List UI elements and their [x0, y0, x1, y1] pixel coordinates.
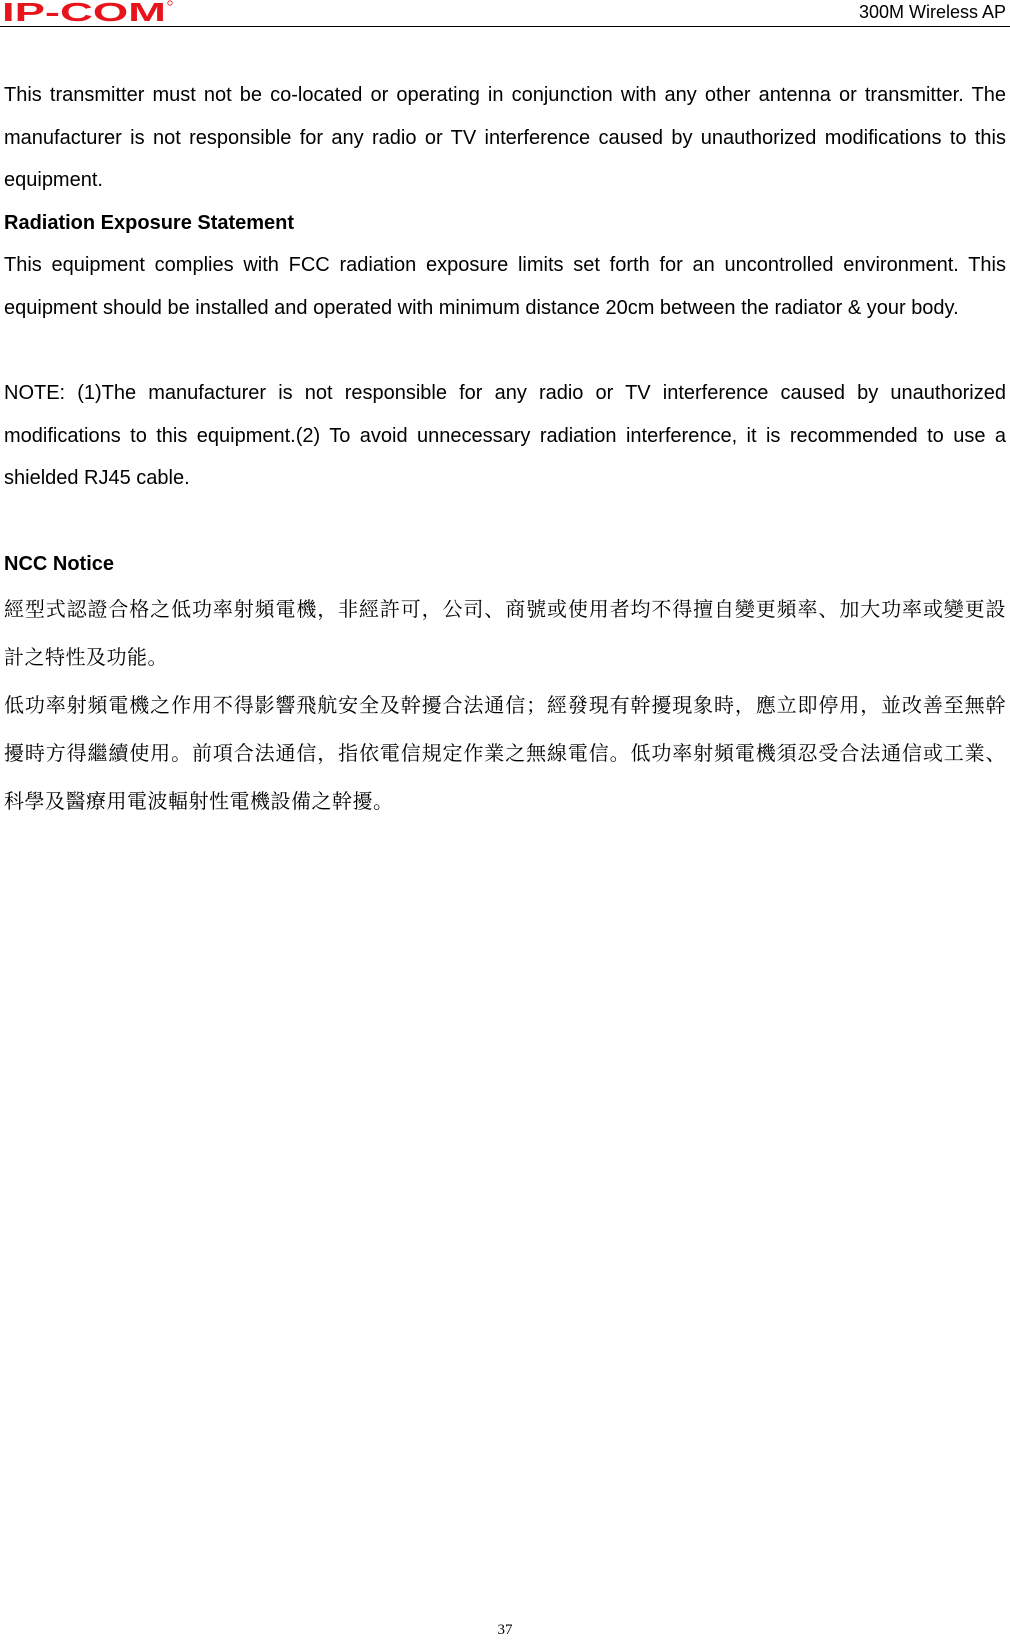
- document-title: 300M Wireless AP: [858, 2, 1006, 22]
- blank-line: [4, 330, 1006, 373]
- blank-line: [4, 500, 1006, 543]
- logo-text: IP-COM: [2, 0, 166, 24]
- radiation-paragraph: This equipment complies with FCC radiation exposure limits set forth for an uncontrolled environment. This equipment should be installed and operated with minimum distance 20cm between the radiator & your body.: [4, 254, 1006, 319]
- page-number: 37: [497, 1622, 513, 1638]
- ip-com-logo: [2, 0, 174, 24]
- ncc-paragraph-2: 低功率射頻電機之作用不得影響飛航安全及幹擾合法通信；經發現有幹擾現象時，應立即停用，並改善至無幹擾時方得繼續使用。前項合法通信，指依電信規定作業之無線電信。低功率射頻電機須忍受合法通信或工業、科學及醫療用電波輻射性電機設備之幹擾。: [4, 693, 1006, 814]
- page-header: [0, 0, 1010, 27]
- ncc-heading: NCC Notice: [4, 552, 115, 575]
- radiation-heading: Radiation Exposure Statement: [4, 211, 295, 234]
- colocation-paragraph: This transmitter must not be co-located or operating in conjunction with any other antenna or transmitter. The manufacturer is not responsible for any radio or TV interference caused by unauthorized modifications to this equipment.: [4, 84, 1006, 192]
- ncc-paragraph-1: 經型式認證合格之低功率射頻電機，非經許可，公司、商號或使用者均不得擅自變更頻率、加大功率或變更設計之特性及功能。: [4, 597, 1006, 670]
- note-paragraph: NOTE: (1)The manufacturer is not responsible for any radio or TV interference caused by unauthorized modifications to this equipment.(2) To avoid unnecessary radiation interference, it is recommended to use a shielded RJ45 cable.: [4, 382, 1006, 490]
- document-body: [4, 74, 1006, 825]
